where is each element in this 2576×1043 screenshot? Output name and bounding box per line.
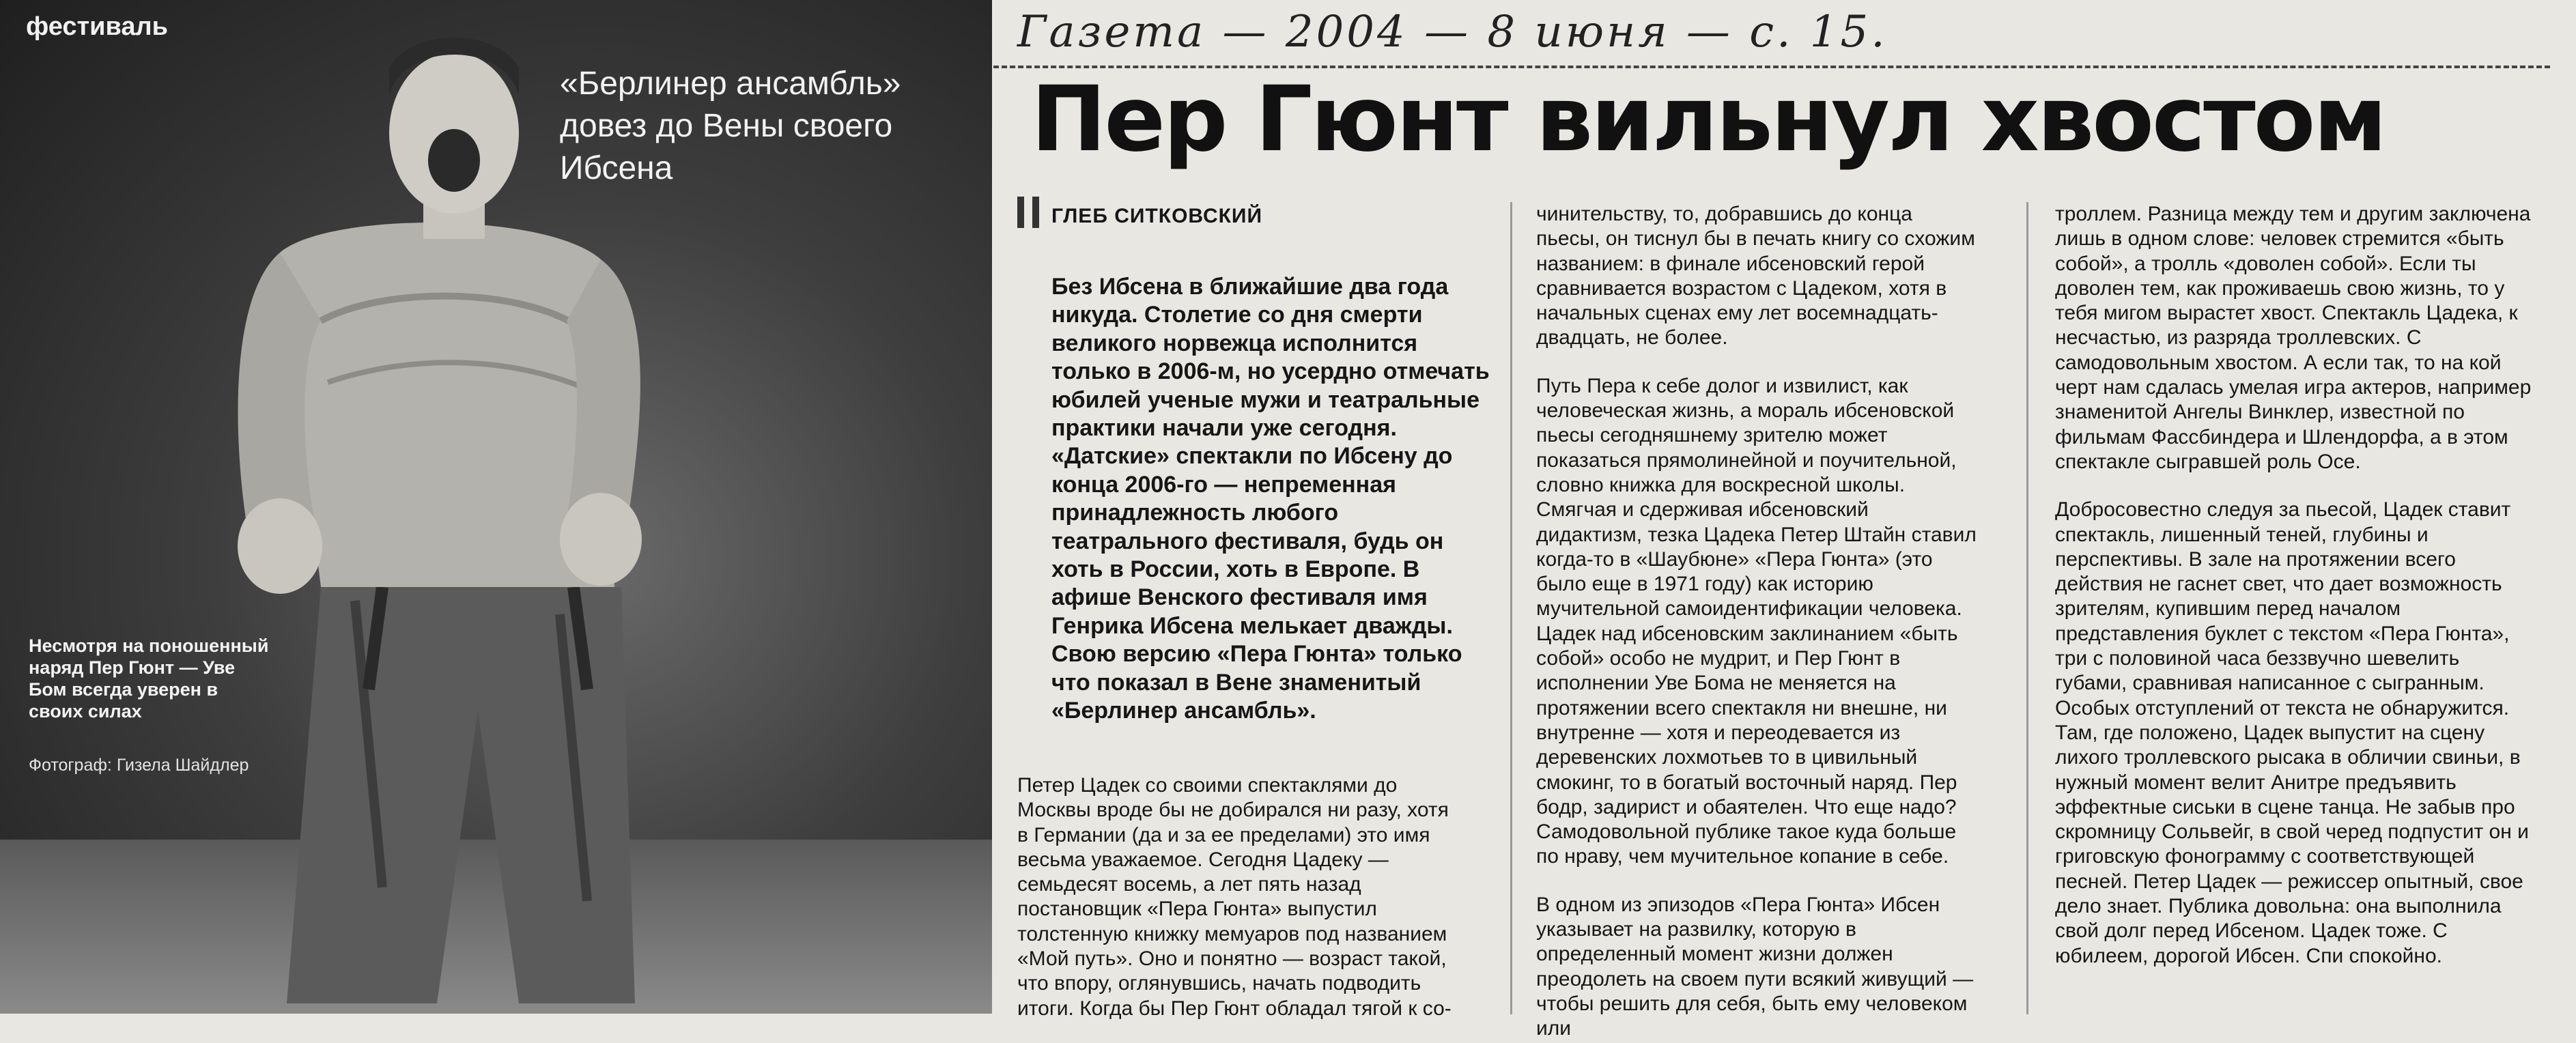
paragraph: чинительству, то, добравшись до конца пьесы, он тиснул бы в печать книгу со схожим названием: в финале ибсеновский герой сравнивается возрастом с Цадеком, хотя в начальных сценах ему лет восемнадцать-двадцать, не более. [1536,203,1975,349]
article-column-1 [1017,773,1461,1021]
paragraph: Путь Пера к себе долог и извилист, как человеческая жизнь, а мораль ибсеновской пьесы сегодняшнему зрителю может показаться прямолинейной и поучительной, словно книжка для воскресной школы. Смягчая и сдерживая ибсеновский дидактизм, тезка Цадека Петер Штайн ставил когда-то в «Шаубюне» «Пера Гюнта» (это было еще в 1971 году) как историю мучительной самоидентификации человека. Цадек над ибсеновским заклинанием «быть собой» особо не мудрит, и Пер Гюнт в исполнении Уве Бома не меняется на протяжении всего спектакля ни внешне, ни внутренне — хотя и переодевается из деревенских лохмотьев то в цивильный смокинг, то в богатый восточный наряд. Пер бодр, задирист и обаятелен. Что еще надо? Самодовольной публике такое куда больше по нраву, чем мучительное копание в себе. [1536,374,1977,868]
column-separator [2026,202,2028,1014]
article-column-2 [1536,202,1980,1042]
paragraph: Петер Цадек со своими спектаклями до Москвы вроде бы не добирался ни разу, хотя в Германии (да и за ее пределами) это имя весьма уважаемое. Сегодня Цадеку — семьдесят восемь, а лет пять назад постановщик «Пера Гюнта» выпустил толстенную книжку мемуаров под названием «Мой путь». Оно и понятно — возраст такой, что впору, оглянувшись, начать подводить итоги. Когда бы Пер Гюнт обладал тягой к со- [1017,774,1452,1020]
column-separator [1510,202,1512,1014]
photo-credit: Фотограф: Гизела Шайдлер [29,756,249,775]
paragraph: Добросовестно следуя за пьесой, Цадек ставит спектакль, лишенный теней, глубины и перспективы. В зале на протяжении всего действия не гаснет свет, что дает возможность зрителям, купившим перед началом представления буклет с текстом «Пера Гюнта», три с половиной часа беззвучно шевелить губами, сравнивая написанное с сыгранным. Особых отступлений от текста не обнаружится. Там, где положено, Цадек выпустит на сцену лихого троллевского рысака в обличии свиньи, в нужный момент велит Анитре предъявить эффектные сиськи в сцене танца. Не забыв про скромницу Сольвейг, в свой черед подпустит он и григовскую фонограмму с соответствующей песней. Петер Цадек — режиссер опытный, свое дело знает. Публика довольна: она выполнила свой долг перед Ибсеном. Цадек тоже. С юбилеем, дорогой Ибсен. Спи спокойно. [2055,498,2529,967]
article-photo [0,0,992,1014]
article-lead: Без Ибсена в ближайшие два года никуда. Столетие со дня смерти великого норвежца исполнится только в 2006-м, но усердно отмечать юбилей ученые мужи и театральные практики начали уже сегодня. «Датские» спектакли по Ибсену до конца 2006-го — непременная принадлежность любого театрального фестиваля, будь он хоть в России, хоть в Европе. В афише Венского фестиваля имя Генрика Ибсена мелькает дважды. Свою версию «Пера Гюнта» только что показал в Вене знаменитый «Берлинер ансамбль». [1051,274,1490,724]
paragraph: троллем. Разница между тем и другим заключена лишь в одном слове: человек стремится «быть собой», а тролль «доволен собой». Если ты доволен тем, как проживаешь свою жизнь, то у тебя мигом вырастет хвост. Спектакль Цадека, к несчастью, из разряда троллевских. С самодовольным хвостом. А если так, то на кой черт нам сдалась умелая игра актеров, например знаменитой Ангелы Винклер, известной по фильмам Фассбиндера и Шлендорфа, а в этом спектакле сыгравшей роль Осе. [2055,203,2532,473]
section-marker-icon [1017,197,1039,228]
article-column-3 [2055,202,2533,969]
article-author: ГЛЕБ СИТКОВСКИЙ [1051,205,1263,227]
article-subtitle: «Берлинер ансамбль» довез до Вены своего Ибсена [560,66,901,186]
photo-caption: Несмотря на поношенный наряд Пер Гюнт — Уве Бом всегда уверен в своих силах [29,635,269,721]
handwritten-date-note: Газета — 2004 — 8 июня — с. 15. [1017,7,1888,57]
section-rubric: фестиваль [26,12,168,41]
paragraph: В одном из эпизодов «Пера Гюнта» Ибсен указывает на развилку, которую в определенный момент жизни должен преодолеть на своем пути всякий живущий — чтобы решить для себя, быть ему человеком или [1536,893,1974,1040]
article-headline: Пер Гюнт вильнул хвостом [1031,67,2386,172]
